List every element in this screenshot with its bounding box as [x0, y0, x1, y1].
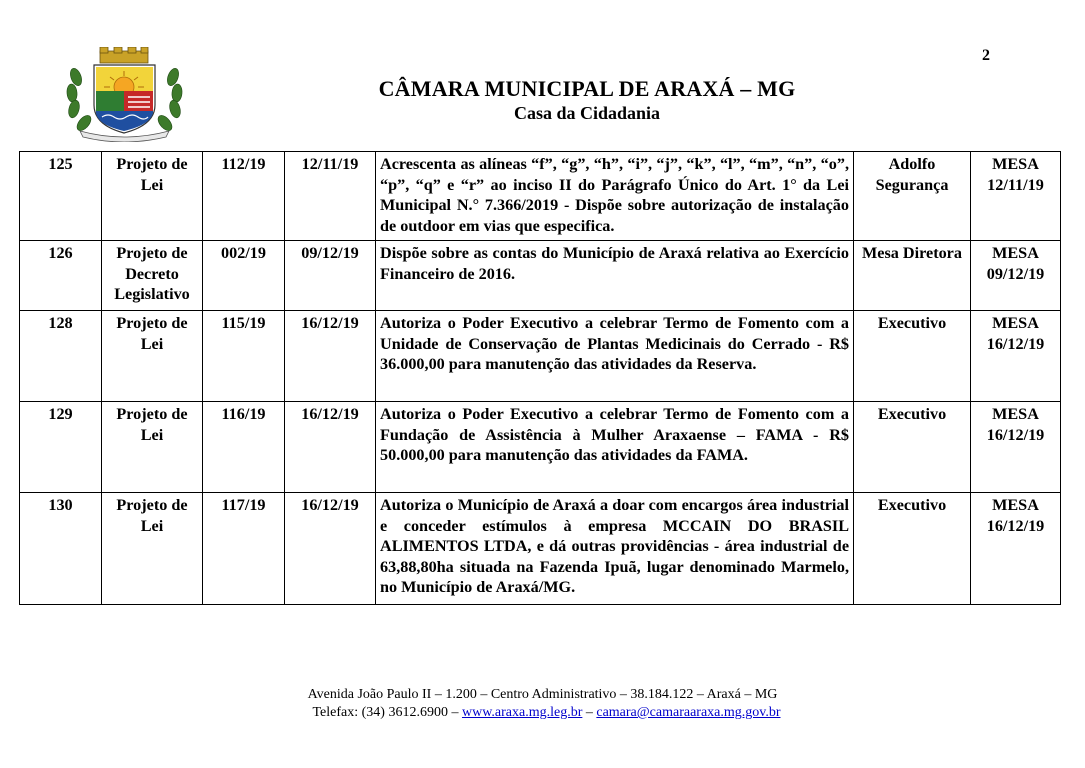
record-date: 16/12/19: [285, 402, 376, 493]
table-row: [20, 493, 1061, 605]
email-link[interactable]: camara@camaraaraxa.mg.gov.br: [596, 705, 781, 720]
footer-contact: [0, 704, 1085, 722]
page-title: CÂMARA MUNICIPAL DE ARAXÁ – MG: [378, 76, 796, 101]
page-subtitle: Casa da Cidadania: [513, 103, 661, 123]
record-number: 126: [20, 241, 102, 311]
record-project-number: 116/19: [203, 402, 285, 493]
record-project-number: 002/19: [203, 241, 285, 311]
record-description: Autoriza o Poder Executivo a celebrar Termo de Fomento com a Fundação de Assistência à Mulher Araxaense – FAMA - R$ 50.000,00 para manutenção das atividades da FAMA.: [376, 402, 854, 493]
footer-separator: –: [585, 705, 593, 720]
record-type: Projeto de Lei: [102, 311, 203, 402]
record-status: MESA 12/11/19: [971, 152, 1061, 241]
footer-address: Avenida João Paulo II – 1.200 – Centro Administrativo – 38.184.122 – Araxá – MG: [307, 687, 778, 702]
record-author: Executivo: [854, 402, 971, 493]
page-number: 2: [982, 47, 990, 64]
record-date: 12/11/19: [285, 152, 376, 241]
record-description: Dispõe sobre as contas do Município de Araxá relativa ao Exercício Financeiro de 2016.: [376, 241, 854, 311]
record-number: 129: [20, 402, 102, 493]
record-number: 130: [20, 493, 102, 605]
page-footer: [0, 686, 1085, 722]
record-status: MESA 16/12/19: [971, 311, 1061, 402]
record-author: Executivo: [854, 311, 971, 402]
table-row: [20, 152, 1061, 241]
record-number: 128: [20, 311, 102, 402]
record-type: Projeto de Lei: [102, 493, 203, 605]
record-number: 125: [20, 152, 102, 241]
record-type: Projeto de Lei: [102, 152, 203, 241]
website-link[interactable]: www.araxa.mg.leg.br: [461, 705, 583, 720]
record-date: 09/12/19: [285, 241, 376, 311]
record-author: Mesa Diretora: [854, 241, 971, 311]
record-date: 16/12/19: [285, 493, 376, 605]
record-project-number: 117/19: [203, 493, 285, 605]
footer-phone: Telefax: (34) 3612.6900 –: [312, 705, 459, 720]
record-author: Adolfo Segurança: [854, 152, 971, 241]
record-date: 16/12/19: [285, 311, 376, 402]
table-row: [20, 311, 1061, 402]
record-description: Autoriza o Poder Executivo a celebrar Termo de Fomento com a Unidade de Conservação de Plantas Medicinais do Cerrado - R$ 36.000,00 para manutenção das atividades da Reserva.: [376, 311, 854, 402]
record-description: Acrescenta as alíneas “f”, “g”, “h”, “i”, “j”, “k”, “l”, “m”, “n”, “o”, “p”, “q” e “r” ao inciso II do Parágrafo Único do Art. 1° da Lei Municipal N.° 7.366/2019 - Dispõe sobre autorização de instalação de outdoor em vias que especifica.: [376, 152, 854, 241]
table-row: [20, 402, 1061, 493]
record-status: MESA 09/12/19: [971, 241, 1061, 311]
record-status: MESA 16/12/19: [971, 402, 1061, 493]
municipal-coat-of-arms-icon: [62, 47, 187, 142]
record-description: Autoriza o Município de Araxá a doar com encargos área industrial e conceder estímulos à empresa MCCAIN DO BRASIL ALIMENTOS LTDA, e dá outras providências - área industrial de 63,88,80ha situada na Fazenda Ipuã, lugar denominado Marmelo, no Município de Araxá/MG.: [376, 493, 854, 605]
record-type: Projeto de Lei: [102, 402, 203, 493]
record-status: MESA 16/12/19: [971, 493, 1061, 605]
records-table: [19, 151, 1061, 605]
table-row: [20, 241, 1061, 311]
record-author: Executivo: [854, 493, 971, 605]
record-project-number: 112/19: [203, 152, 285, 241]
record-project-number: 115/19: [203, 311, 285, 402]
record-type: Projeto de Decreto Legislativo: [102, 241, 203, 311]
